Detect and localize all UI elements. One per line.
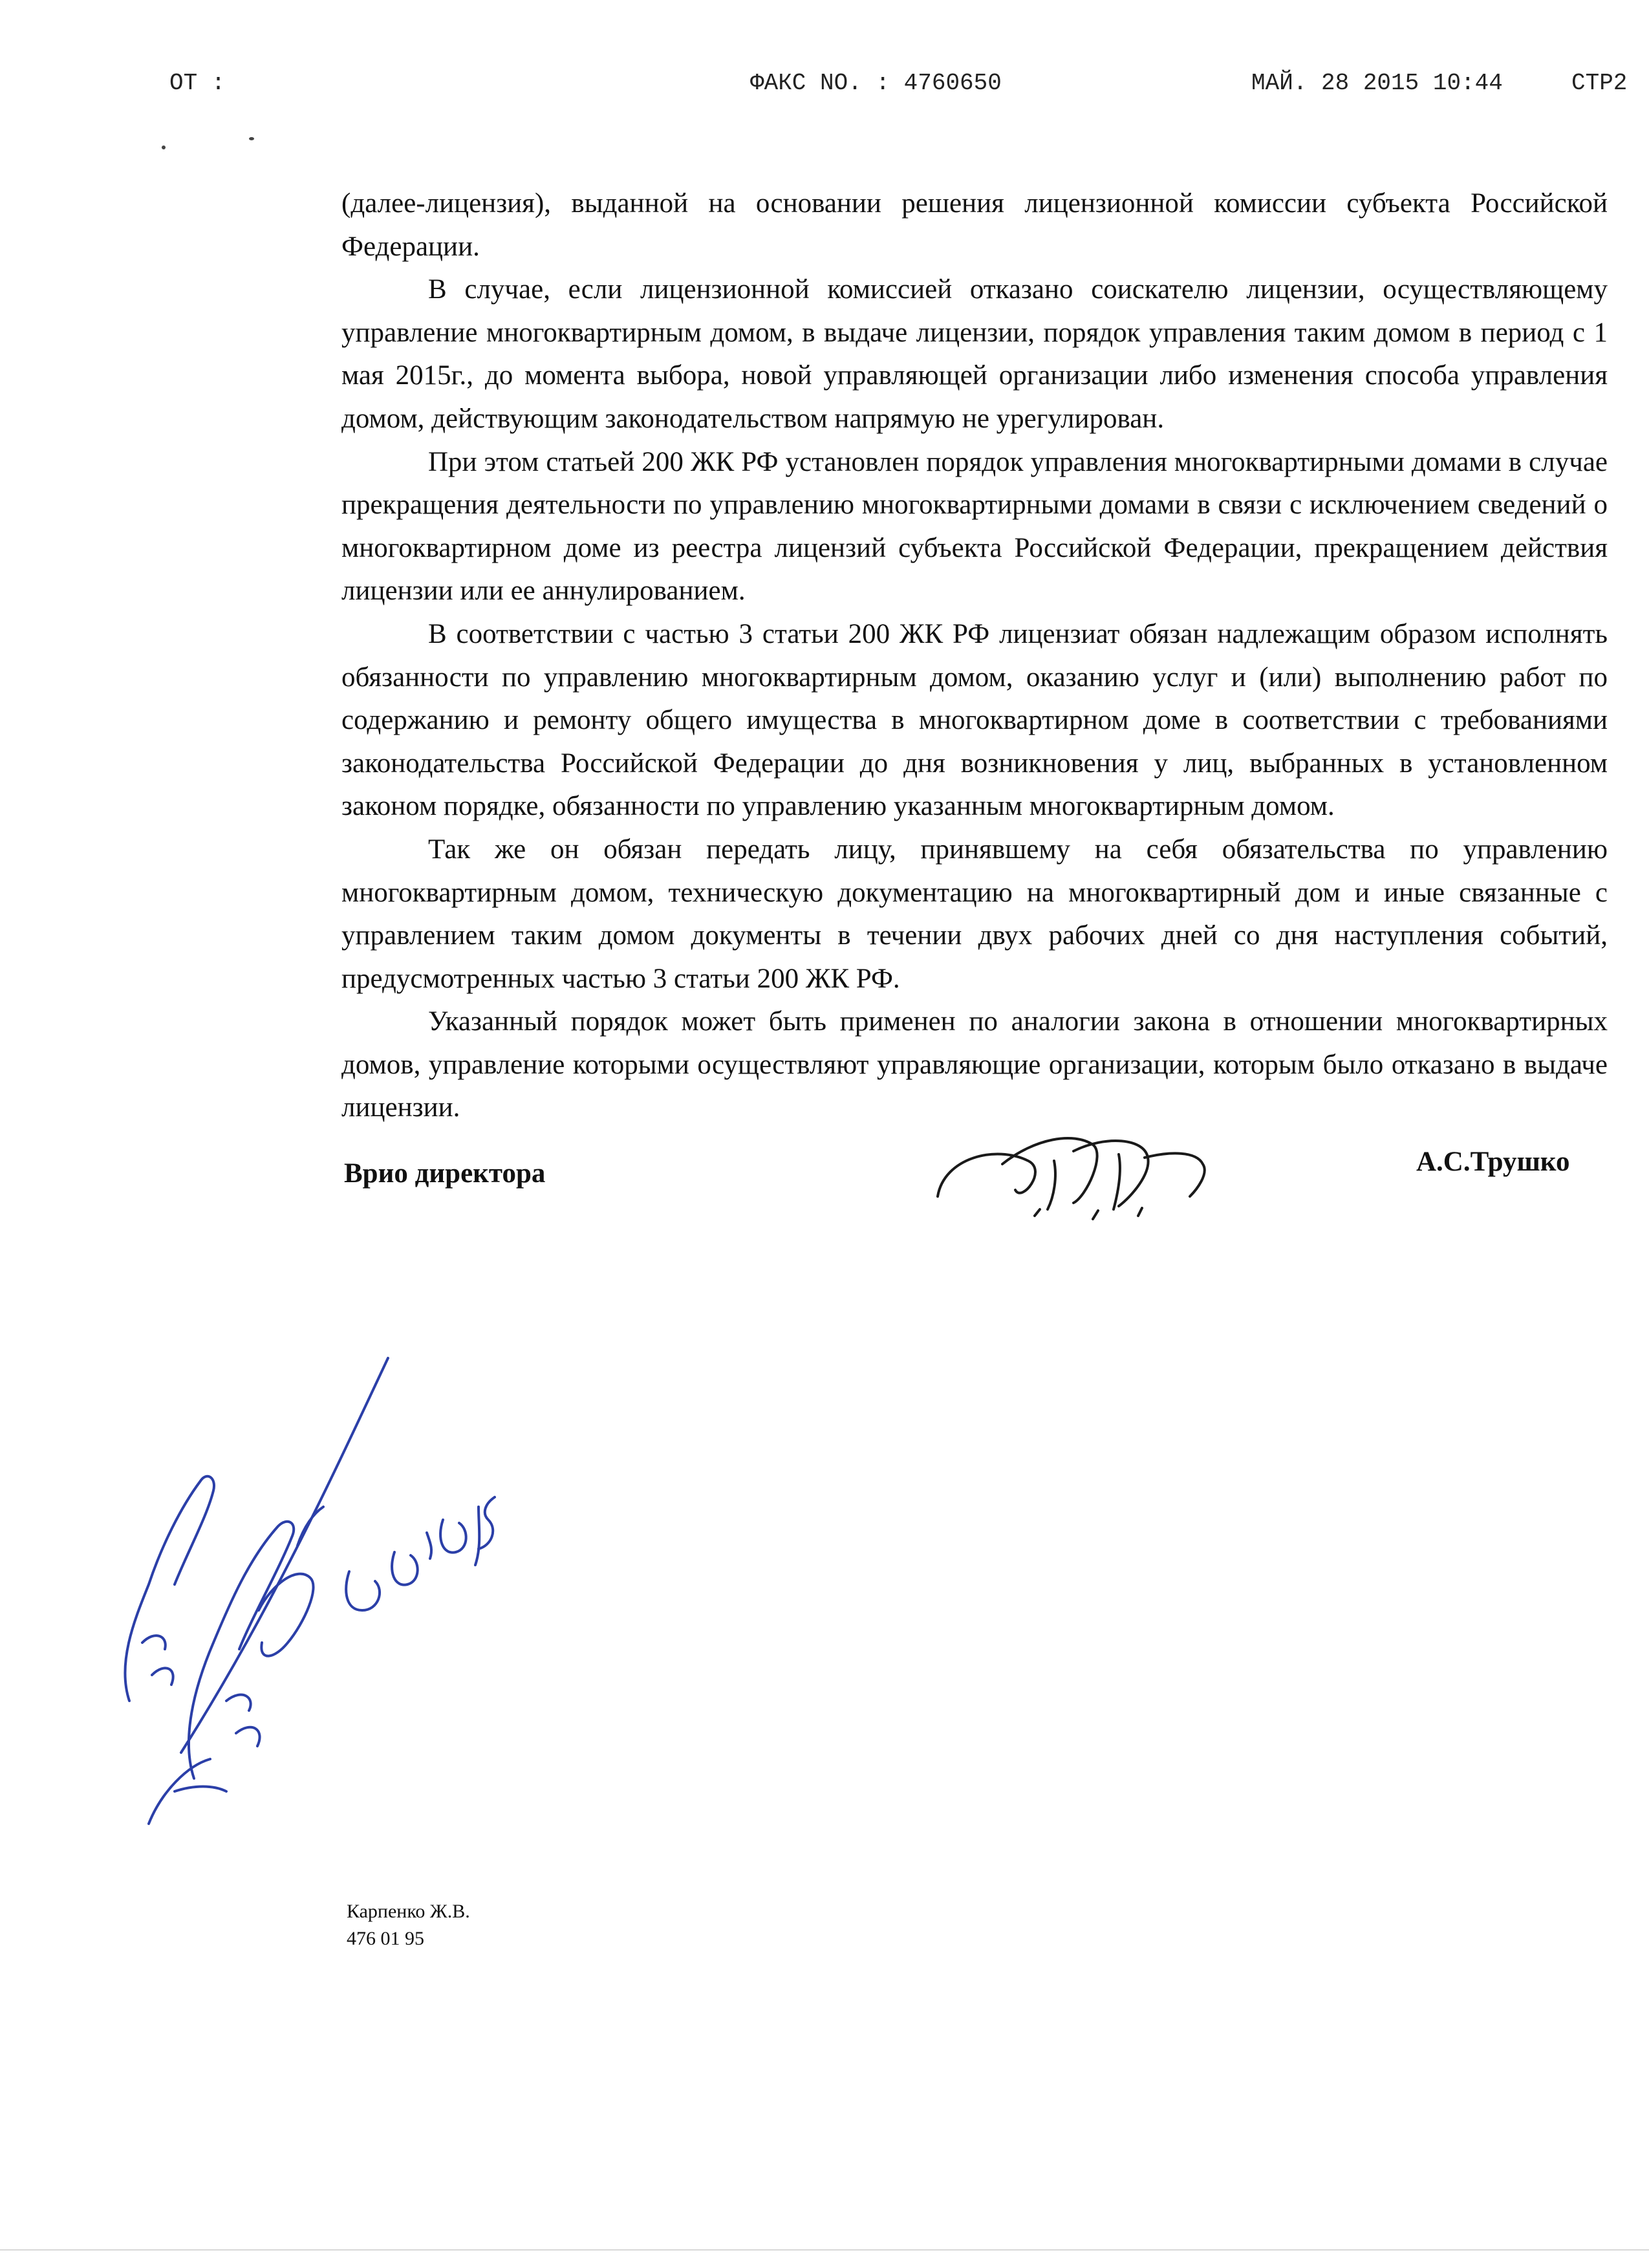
executor-name: Карпенко Ж.В.	[347, 1901, 470, 1922]
executor-phone: 476 01 95	[347, 1928, 424, 1949]
paragraph: В соответствии с частью 3 статьи 200 ЖК РФ лицензиат обязан надлежащим образом исполнять обязанности по управлению многоквартирным домом, оказанию услуг и (или) выполнению работ по содержанию и ремонту общего имущества в многоквартирном доме в соответствии с требованиями законодательства Российской Федерации до дня возникновения у лиц, выбранных в установленном законом порядке, обязанности по управлению указанным многоквартирным домом.	[341, 618, 1608, 822]
handwritten-resolution	[91, 1339, 511, 1843]
paragraph: При этом статьей 200 ЖК РФ установлен порядок управления многоквартирными домами в случае прекращения деятельности по управлению многоквартирными домами в связи с исключением сведений о многоквартирном доме из реестра лицензий субъекта Российской Федерации, прекращением действия лицензии или ее аннулированием.	[341, 446, 1608, 607]
scan-speck	[249, 137, 254, 140]
scan-edge-line	[0, 2249, 1649, 2251]
fax-from-label: ОТ :	[169, 70, 226, 96]
signatory-name: А.С.Трушко	[1416, 1147, 1570, 1177]
paragraph: Указанный порядок может быть применен по аналогии закона в отношении многоквартирных домов, управление которыми осуществляют управляющие организации, которым было отказано в выдаче лицензии.	[341, 1006, 1608, 1123]
paragraph: В случае, если лицензионной комиссией отказано соискателю лицензии, осуществляющему управление многоквартирным домом, в выдаче лицензии, порядок управления таким домом в период с 1 мая 2015г., до момента выбора, новой управляющей организации либо изменения способа управления домом, действующим законодательством напрямую не урегулирован.	[341, 274, 1608, 434]
scan-speck	[162, 146, 166, 149]
fax-page: СТР2	[1571, 70, 1628, 96]
letter-body	[341, 182, 1608, 1130]
executor-info	[347, 1898, 470, 1952]
signatory-position: Врио директора	[344, 1158, 546, 1189]
fax-number: ФАКС NO. : 4760650	[750, 70, 1002, 96]
paragraph: (далее-лицензия), выданной на основании решения лицензионной комиссии субъекта Российской Федерации.	[341, 188, 1608, 262]
fax-date: МАЙ. 28 2015 10:44	[1251, 70, 1503, 96]
paragraph: Так же он обязан передать лицу, принявшему на себя обязательства по управлению многоквартирным домом, техническую документацию на многоквартирный дом и иные связанные с управлением таким домом документы в течении двух рабочих дней со дня наступления событий, предусмотренных частью 3 статьи 200 ЖК РФ.	[341, 834, 1608, 994]
director-signature	[925, 1099, 1261, 1229]
